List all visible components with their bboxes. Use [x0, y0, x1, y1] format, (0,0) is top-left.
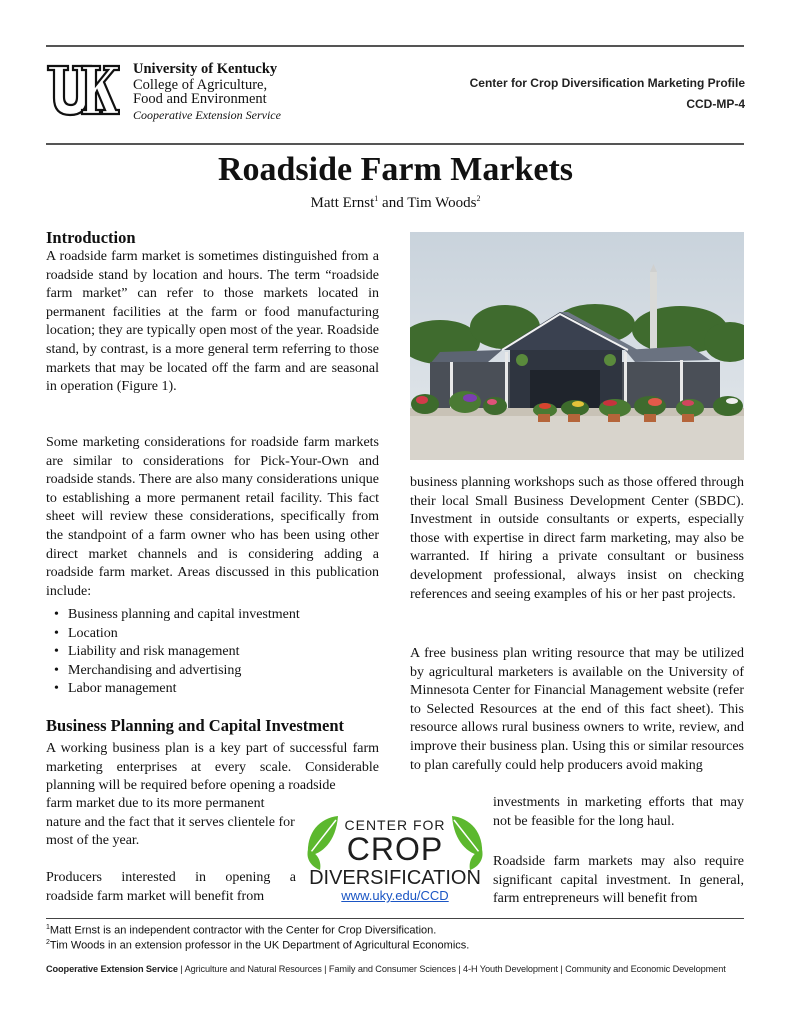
- logo-extension: Cooperative Extension Service: [133, 108, 281, 122]
- topic-list: [46, 606, 379, 699]
- footnote-rule: [46, 918, 744, 919]
- business-paragraph-1-continued: farm market due to its more permanent nature and the fact that it serves clientele for most of the year.: [46, 796, 295, 849]
- uk-logo-icon: [46, 63, 120, 118]
- intro-paragraph-1: A roadside farm market is sometimes distinguished from a roadside stand by location and hours. The term “roadside farm market” can refer to those markets located in permanent facilities at the farm or food manufacturing location; they are typically open most of the year. Roadside stand, by contrast, is a more general term referring to those markets that may be located off the farm and are seasonal in operation (Figure 1).: [46, 249, 379, 395]
- footer-programs: | Agriculture and Natural Resources | Family and Consumer Sciences | 4-H Youth Development | Community and Economic Development: [177, 964, 726, 974]
- profile-series-title: Center for Crop Diversification Marketing Profile: [469, 76, 745, 90]
- logo-college: College of Agriculture,: [133, 77, 268, 93]
- business-planning-heading: Business Planning and Capital Investment: [46, 716, 344, 735]
- footer-bar: [46, 964, 744, 974]
- column2-paragraph-2-continued: investments in marketing efforts that may not be feasible for the long haul.: [493, 795, 744, 829]
- business-paragraph-2-line-2: roadside farm market will benefit from: [46, 889, 265, 904]
- ccd-website-link[interactable]: www.uky.edu/CCD: [341, 888, 449, 903]
- introduction-heading: Introduction: [46, 228, 136, 247]
- list-item: • Merchandising and advertising: [46, 662, 379, 681]
- page-title: Roadside Farm Markets: [217, 151, 574, 188]
- list-item: • Business planning and capital investment: [46, 606, 379, 625]
- profile-code: CCD-MP-4: [686, 97, 745, 111]
- uk-letters-icon: [46, 63, 120, 118]
- ccd-line-1: CENTER FOR: [344, 817, 446, 833]
- intro-paragraph-2: Some marketing considerations for roadside farm markets are similar to considerations for Pick-Your-Own and roadside stands. There are also many considerations unique to establishing a more permanent retail facility. This fact sheet will review these considerations, specifically from the standpoint of a farm owner who has been using other direct market channels and is considering adding a roadside farm market. Areas discussed in this publication include:: [46, 435, 379, 599]
- author-conjunction: and: [378, 195, 408, 211]
- business-paragraph-1: A working business plan is a key part of successful farm marketing enterprises at every scale. Considerable planning will be required before opening a roadside: [46, 741, 379, 794]
- right-leaf-icon: [452, 816, 483, 870]
- market-photo: [410, 232, 744, 460]
- list-item: • Location: [46, 625, 379, 644]
- logo-food-env: Food and Environment: [133, 91, 267, 107]
- footer-lead: Cooperative Extension Service: [46, 964, 178, 974]
- header-rule: [46, 143, 744, 145]
- column2-paragraph-3: Roadside farm markets may also require significant capital investment. In general, farm entrepreneurs will benefit from: [493, 854, 744, 907]
- author-2: Tim Woods: [407, 195, 477, 211]
- business-paragraph-2-line-1: Producers interested in opening a: [46, 870, 296, 885]
- ccd-line-2: CROP: [346, 831, 444, 867]
- author-2-footnote-ref: 2: [476, 194, 481, 203]
- footnote-1-marker: 1: [46, 924, 50, 931]
- ccd-logo-mark: [300, 808, 490, 888]
- list-item: • Labor management: [46, 680, 379, 699]
- footnote-2-marker: 2: [46, 939, 50, 946]
- column2-paragraph-1: business planning workshops such as those offered through their local Small Business Development Center (SBDC). Investment in outside consultants or experts, especially those with expertise in direct farm marketing, may also be warranted. If hiring a private consultant or business development professional, always insist on checking references and seeing examples of his or her past projects.: [410, 475, 744, 602]
- market-photo-image: [410, 232, 744, 460]
- ccd-line-3: DIVERSIFICATION: [309, 867, 481, 888]
- authors: [0, 194, 791, 212]
- logo-university: University of Kentucky: [133, 61, 278, 77]
- footnote-2-text: Tim Woods in an extension professor in the UK Department of Agricultural Economics.: [49, 939, 470, 952]
- top-rule: [46, 45, 744, 47]
- footnote-2: [46, 939, 469, 952]
- footnote-1-text: Matt Ernst is an independent contractor with the Center for Crop Diversification.: [49, 924, 437, 937]
- left-leaf-icon: [308, 816, 339, 870]
- footnote-1: [46, 924, 436, 937]
- author-1-footnote-ref: 1: [374, 194, 379, 203]
- author-1: Matt Ernst: [310, 195, 375, 211]
- list-item: • Liability and risk management: [46, 643, 379, 662]
- column2-paragraph-2: A free business plan writing resource that may be utilized by agricultural marketers is available on the University of Minnesota Center for Financial Management website (refer to Selected Resources at the end of this fact sheet). This resource allows rural business owners to write, review, and improve their business plan. Using this or similar resources to plan carefully could help producers avoid making: [410, 646, 744, 773]
